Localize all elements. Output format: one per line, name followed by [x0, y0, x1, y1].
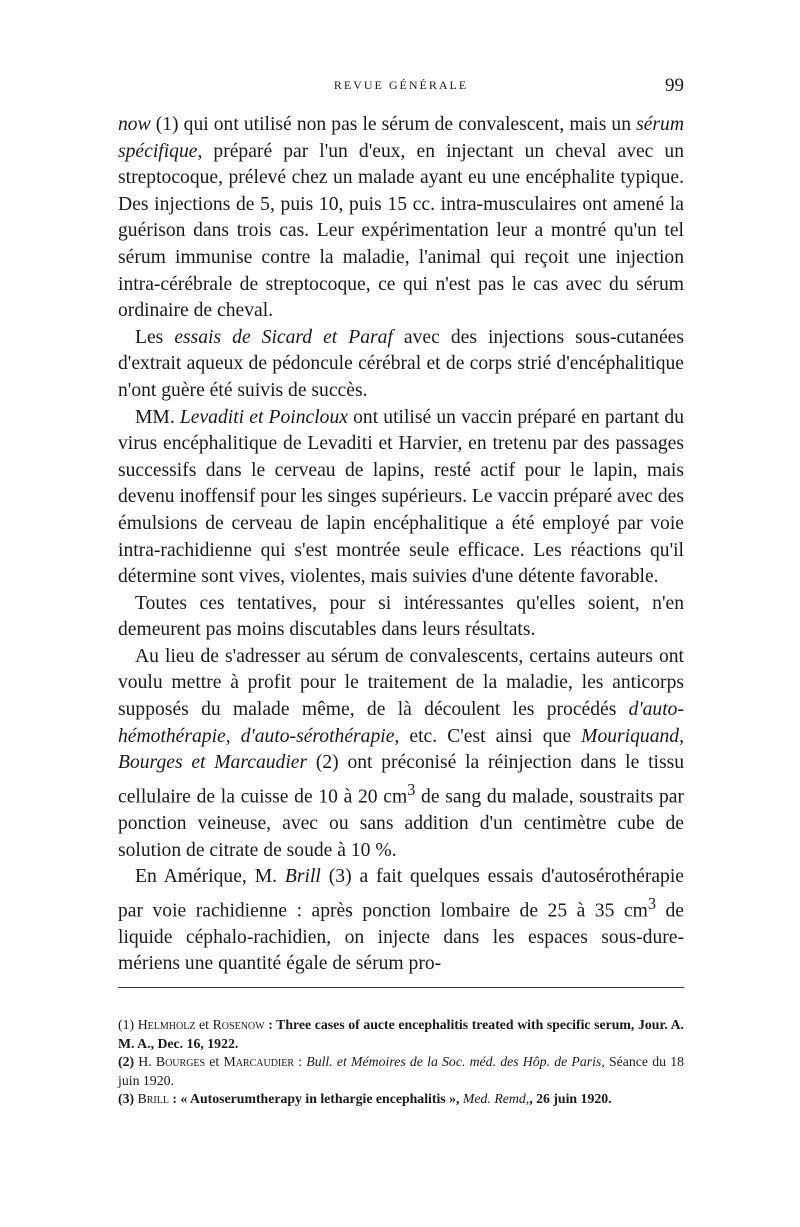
paragraph-brill [118, 864, 684, 978]
text: , 26 juin 1920. [529, 1091, 612, 1107]
body-text [118, 112, 684, 978]
text-italic: d'auto-sérothérapie [240, 725, 395, 747]
text: , etc. C'est ainsi que [394, 725, 582, 747]
text: Les [135, 326, 175, 348]
text: , préparé par l'un d'eux, en injectant un cheval avec un streptocoque, prélevé chez un malade ayant eu une encéphalite typique. Des injections de 5, puis 10, puis 15 cc. intra-musculaires ont amené la guérison dans trois cas. Leur expérimentation leur a montré qu'un tel sérum immunise contre la maladie, l'animal qui reçoit une injection intra-cérébrale de streptocoque, ce qui n'est pas le cas avec du sérum ordinaire de cheval. [118, 140, 684, 322]
text: avec des injections sous-cutanées d'extrait aqueux de pédoncule cérébral et de corps strié d'encéphalitique n'ont guère été suivis de succès. [118, 326, 684, 401]
text-italic: sérum spécifique [118, 114, 684, 162]
running-head: REVUE GÉNÉRALE [333, 78, 469, 92]
superscript: 3 [407, 779, 416, 799]
text: En Amérique, M. [135, 866, 285, 888]
paragraph-auto-hemotherapie [118, 644, 684, 864]
text-italic: Med. Remd, [462, 1091, 530, 1107]
text: (2) ont préconisé la réinjection dans le tissu cellulaire de la cuisse de 10 à 20 cm [118, 752, 685, 808]
text-italic: Levaditi et Poincloux [179, 406, 348, 428]
page-number: 99 [665, 75, 684, 96]
text: , [225, 725, 241, 747]
footnotes [118, 1016, 684, 1109]
paragraph-levaditi-poincloux [118, 405, 684, 591]
text: , Séance du 18 juin 1920. [118, 1054, 684, 1088]
footnote-3 [118, 1090, 684, 1109]
text-italic: now [118, 114, 151, 135]
text: de liquide céphalo-rachidien, on injecte dans les espaces sous-dure-mériens une quantité égale de sérum pro- [118, 900, 684, 975]
text: et [205, 1054, 224, 1070]
text: : « Autoserumtherapy in lethargie encephalitis », [168, 1091, 463, 1107]
footnote-2 [118, 1053, 684, 1090]
text: (1) [118, 1017, 138, 1032]
paragraph-tentatives: Toutes ces tentatives, pour si intéressantes qu'elles soient, n'en demeurent pas moins discutables dans leurs résultats. [118, 592, 684, 641]
text: : [294, 1054, 307, 1070]
text-italic: d'auto-hémothérapie [118, 699, 684, 747]
text: ont utilisé un vaccin préparé en partant du virus encéphalitique de Levaditi et Harvier, en tretenu par des passages successifs dans le cerveau de lapins, resté actif pour le lapin, mais devenu inoffensif pour les singes supérieurs. Le vaccin préparé avec des émulsions de cerveau de lapin encéphalitique a été employé par voie intra-rachidienne qui s'est montrée seule efficace. Les réactions qu'il détermine sont vives, violentes, mais suivies d'une détente favorable. [118, 406, 685, 588]
text: Au lieu de s'adresser au sérum de convalescents, certains auteurs ont voulu mettre à profit pour le traitement de la maladie, les anticorps supposés du malade même, de là découlent les procédés [118, 645, 684, 721]
paragraph-sicard-paraf [118, 325, 684, 405]
text: et [195, 1017, 213, 1032]
text: (1) qui ont utilisé non pas le sérum de convalescent, mais un [150, 114, 637, 135]
author-name: Marcaudier [223, 1054, 295, 1070]
author-name: Brill [137, 1091, 169, 1107]
page-header [118, 75, 684, 98]
text-italic: Brill [284, 866, 321, 888]
text: de sang du malade, soustraits par ponction veineuse, avec ou sans addition d'un centimètre cube de solution de citrate de soude à 10 %. [118, 786, 684, 861]
author-name: Helmholz [137, 1017, 196, 1032]
paragraph-serum-continued [118, 112, 684, 325]
text-italic: Bull. et Mémoires de la Soc. méd. des Hôp. de Paris [306, 1054, 602, 1070]
text-italic: Mouriquand, Bourges et Marcaudier [118, 725, 684, 774]
text: MM. [135, 406, 180, 428]
text: : Three cases of aucte encephalitis treated with specific serum, Jour. A. M. A., Dec. 16, 1922. [118, 1017, 685, 1051]
footnote-1 [118, 1016, 684, 1053]
text: (2) [118, 1054, 139, 1070]
author-name: Rosenow [212, 1017, 265, 1032]
footnote-divider [118, 987, 684, 988]
text: (3) [118, 1091, 138, 1107]
author-name: H. Bourges [138, 1054, 206, 1070]
text-italic: essais de Sicard et Paraf [174, 326, 393, 348]
superscript: 3 [647, 893, 656, 913]
text: (3) a fait quelques essais d'autosérothérapie par voie rachidienne : après ponction lombaire de 25 à 35 cm [118, 866, 684, 922]
